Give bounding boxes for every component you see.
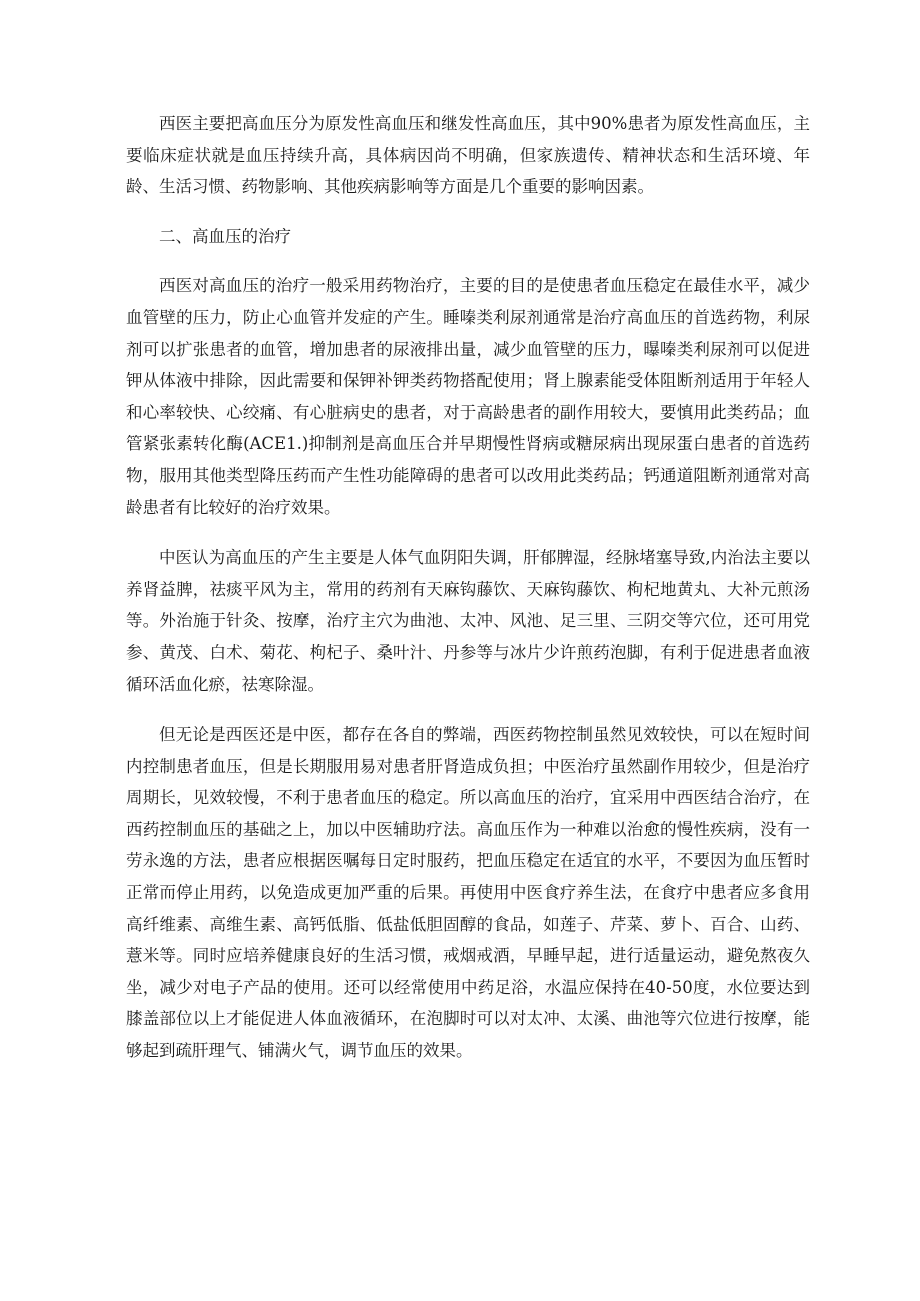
paragraph-chinese-treatment: 中医认为高血压的产生主要是人体气血阴阳失调，肝郁脾湿，经脉堵塞导致,内治法主要以养肾益脾，祛痰平风为主，常用的药剂有天麻钩藤饮、天麻钩藤饮、枸杞地黄丸、大补元煎汤等。外治施于针灸、按摩，治疗主穴为曲池、太冲、风池、足三里、三阴交等穴位，还可用党参、黄茂、白术、菊花、枸杞子、桑叶汁、丹参等与冰片少许煎药泡脚，有利于促进患者血液循环活血化瘀，祛寒除湿。 xyxy=(126,548,810,694)
section-heading-treatment: 二、高血压的治疗 xyxy=(159,226,291,246)
paragraph-combined-treatment: 但无论是西医还是中医，都存在各自的弊端，西医药物控制虽然见效较快，可以在短时间内控制患者血压，但是长期服用易对患者肝肾造成负担；中医治疗虽然副作用较少，但是治疗周期长，见效较慢，不利于患者血压的稳定。所以高血压的治疗，宜采用中西医结合治疗，在西药控制血压的基础之上，加以中医辅助疗法。高血压作为一种难以治愈的慢性疾病，没有一劳永逸的方法，患者应根据医嘱每日定时服药，把血压稳定在适宜的水平，不要因为血压暂时正常而停止用药，以免造成更加严重的后果。再使用中医食疗养生法，在食疗中患者应多食用高纤维素、高维生素、高钙低脂、低盐低胆固醇的食品，如莲子、芹菜、萝卜、百合、山药、薏米等。同时应培养健康良好的生活习惯，戒烟戒酒，早睡早起，进行适量运动，避免熬夜久坐，减少对电子产品的使用。还可以经常使用中药足浴，水温应保持在40-50度，水位要达到膝盖部位以上才能促进人体血液循环，在泡脚时可以对太冲、太溪、曲池等穴位进行按摩，能够起到疏肝理气、铺满火气，调节血压的效果。 xyxy=(126,725,810,1061)
paragraph-hypertension-classification: 西医主要把高血压分为原发性高血压和继发性高血压，其中90%患者为原发性高血压，主要临床症状就是血压持续升高，具体病因尚不明确，但家族遗传、精神状态和生活环境、年龄、生活习惯、药物影响、其他疾病影响等方面是几个重要的影响因素。 xyxy=(126,114,810,197)
document-body xyxy=(126,108,810,1067)
paragraph-western-treatment: 西医对高血压的治疗一般采用药物治疗，主要的目的是使患者血压稳定在最佳水平，减少血管壁的压力，防止心血管并发症的产生。睡嗪类利尿剂通常是治疗高血压的首选药物，利尿剂可以扩张患者的血管，增加患者的尿液排出量，减少血管壁的压力，曝嗪类利尿剂可以促进钾从体液中排除，因此需要和保钾补钾类药物搭配使用；肾上腺素能受体阻断剂适用于年轻人和心率较快、心绞痛、有心脏病史的患者，对于高龄患者的副作用较大，要慎用此类药品；血管紧张素转化酶(ACE1.)抑制剂是高血压合并早期慢性肾病或糖尿病出现尿蛋白患者的首选药物，服用其他类型降压药而产生性功能障碍的患者可以改用此类药品；钙通道阻断剂通常对高龄患者有比较好的治疗效果。 xyxy=(126,276,810,517)
